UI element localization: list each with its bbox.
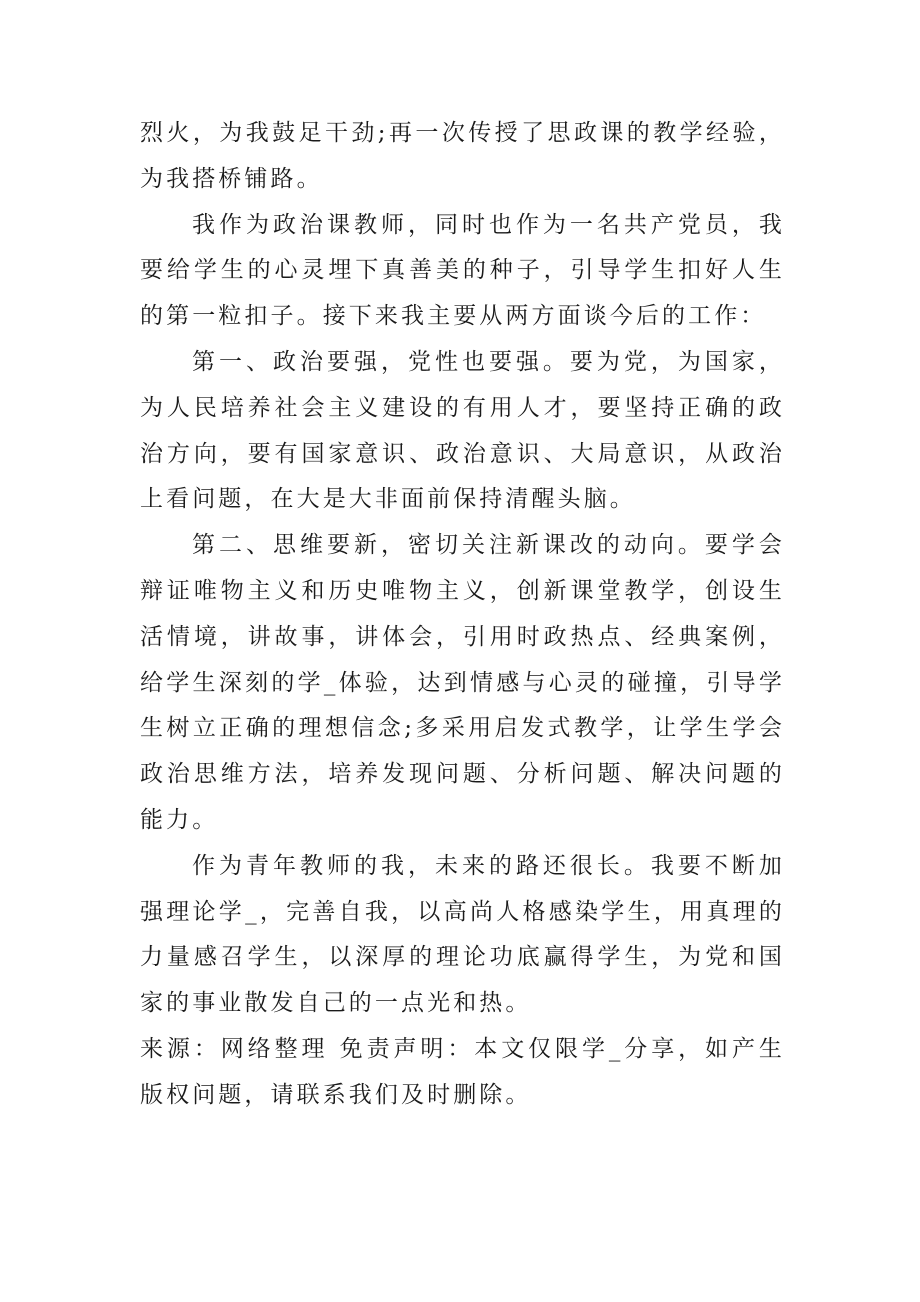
paragraph-continuation: 烈火，为我鼓足干劲;再一次传授了思政课的教学经验，为我搭桥铺路。: [140, 120, 785, 192]
article-body: [140, 111, 785, 1119]
paragraph-conclusion: 作为青年教师的我，未来的路还很长。我要不断加强理论学_，完善自我，以高尚人格感染学生，用真理的力量感召学生，以深厚的理论功底赢得学生，为党和国家的事业散发自己的一点光和热。: [140, 852, 785, 1017]
source-disclaimer: 来源：网络整理 免责声明：本文仅限学_分享，如产生版权问题，请联系我们及时删除。: [140, 1035, 785, 1108]
paragraph-intro: 我作为政治课教师，同时也作为一名共产党员，我要给学生的心灵埋下真善美的种子，引导学生扣好人生的第一粒扣子。接下来我主要从两方面谈今后的工作：: [140, 211, 785, 330]
paragraph-point-two: 第二、思维要新，密切关注新课改的动向。要学会辩证唯物主义和历史唯物主义，创新课堂教学，创设生活情境，讲故事，讲体会，引用时政热点、经典案例，给学生深刻的学_体验，达到情感与心灵的碰撞，引导学生树立正确的理想信念;多采用启发式教学，让学生学会政治思维方法，培养发现问题、分析问题、解决问题的能力。: [140, 532, 785, 833]
paragraph-point-one: 第一、政治要强，党性也要强。要为党，为国家，为人民培养社会主义建设的有用人才，要坚持正确的政治方向，要有国家意识、政治意识、大局意识，从政治上看问题，在大是大非面前保持清醒头脑。: [140, 348, 785, 513]
